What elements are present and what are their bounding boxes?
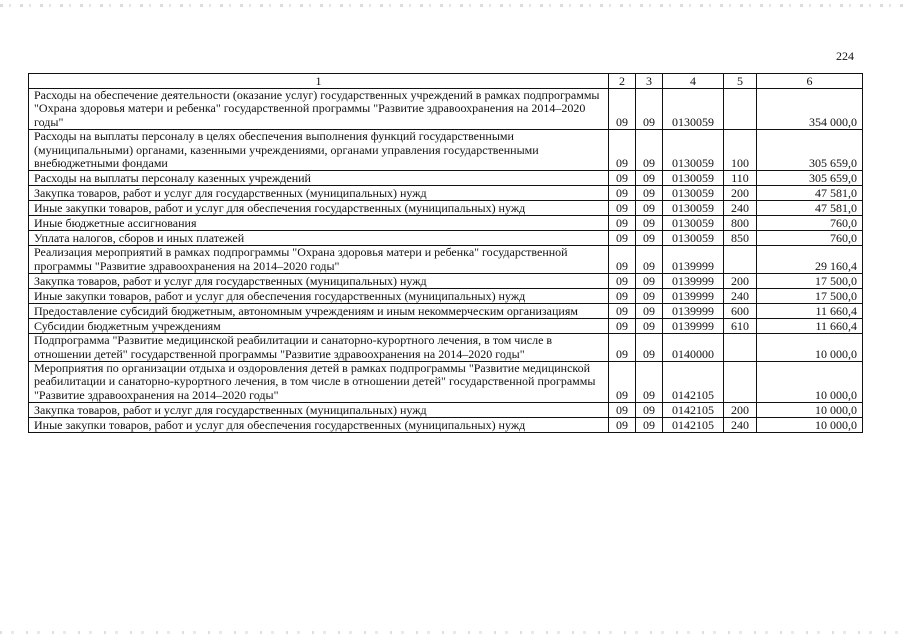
table-row <box>29 334 863 362</box>
row-expense-type-cell: 110 <box>724 171 757 186</box>
row-section-cell: 09 <box>609 201 636 216</box>
table-row <box>29 319 863 334</box>
table-row <box>29 289 863 304</box>
table-row <box>29 418 863 433</box>
row-name-cell: Иные закупки товаров, работ и услуг для обеспечения государственных (муниципальных) нужд <box>29 201 609 216</box>
row-target-article-cell: 0130059 <box>663 201 724 216</box>
table-row <box>29 201 863 216</box>
table-body <box>29 89 863 433</box>
row-subsection-cell: 09 <box>636 231 663 246</box>
row-subsection-cell: 09 <box>636 201 663 216</box>
header-cell: 2 <box>609 74 636 89</box>
row-amount-cell: 10 000,0 <box>757 334 863 362</box>
table-row <box>29 186 863 201</box>
row-section-cell: 09 <box>609 304 636 319</box>
table-row <box>29 304 863 319</box>
row-name-cell: Закупка товаров, работ и услуг для государственных (муниципальных) нужд <box>29 186 609 201</box>
row-subsection-cell: 09 <box>636 89 663 130</box>
table-row <box>29 231 863 246</box>
row-section-cell: 09 <box>609 403 636 418</box>
header-cell: 4 <box>663 74 724 89</box>
row-name-cell: Расходы на выплаты персоналу в целях обеспечения выполнения функций государственными (муниципальными) органами, казенными учреждениями, органами управления государственными внебюджетными фондами <box>29 130 609 171</box>
row-subsection-cell: 09 <box>636 130 663 171</box>
row-subsection-cell: 09 <box>636 334 663 362</box>
table-row <box>29 171 863 186</box>
row-name-cell: Мероприятия по организации отдыха и оздоровления детей в рамках подпрограммы "Развитие медицинской реабилитации и санаторно-курортного лечения, в том числе в отношении детей" государственной программы "Развитие здравоохранения на 2014–2020 годы" <box>29 362 609 403</box>
header-row <box>29 74 863 89</box>
row-amount-cell: 17 500,0 <box>757 274 863 289</box>
row-expense-type-cell: 200 <box>724 403 757 418</box>
row-target-article-cell: 0142105 <box>663 362 724 403</box>
row-subsection-cell: 09 <box>636 403 663 418</box>
table-row <box>29 362 863 403</box>
row-subsection-cell: 09 <box>636 362 663 403</box>
row-target-article-cell: 0139999 <box>663 274 724 289</box>
row-subsection-cell: 09 <box>636 304 663 319</box>
page-number: 224 <box>836 49 854 63</box>
row-amount-cell: 10 000,0 <box>757 403 863 418</box>
row-amount-cell: 354 000,0 <box>757 89 863 130</box>
header-cell: 3 <box>636 74 663 89</box>
row-section-cell: 09 <box>609 216 636 231</box>
row-target-article-cell: 0142105 <box>663 403 724 418</box>
row-name-cell: Реализация мероприятий в рамках подпрограммы "Охрана здоровья матери и ребенка" государственной программы "Развитие здравоохранения на 2014–2020 годы" <box>29 246 609 274</box>
row-expense-type-cell: 610 <box>724 319 757 334</box>
row-subsection-cell: 09 <box>636 186 663 201</box>
row-section-cell: 09 <box>609 130 636 171</box>
row-expense-type-cell: 200 <box>724 274 757 289</box>
table-row <box>29 274 863 289</box>
row-amount-cell: 17 500,0 <box>757 289 863 304</box>
row-subsection-cell: 09 <box>636 246 663 274</box>
row-name-cell: Закупка товаров, работ и услуг для государственных (муниципальных) нужд <box>29 403 609 418</box>
row-name-cell: Расходы на выплаты персоналу казенных учреждений <box>29 171 609 186</box>
table-row <box>29 216 863 231</box>
row-expense-type-cell: 240 <box>724 289 757 304</box>
scan-noise-top <box>0 4 905 7</box>
row-subsection-cell: 09 <box>636 319 663 334</box>
row-subsection-cell: 09 <box>636 171 663 186</box>
row-amount-cell: 47 581,0 <box>757 201 863 216</box>
row-amount-cell: 29 160,4 <box>757 246 863 274</box>
table-row <box>29 246 863 274</box>
row-section-cell: 09 <box>609 274 636 289</box>
row-name-cell: Подпрограмма "Развитие медицинской реабилитации и санаторно-курортного лечения, в том числе в отношении детей" государственной программы "Развитие здравоохранения на 2014–2020 годы" <box>29 334 609 362</box>
row-amount-cell: 305 659,0 <box>757 171 863 186</box>
row-name-cell: Предоставление субсидий бюджетным, автономным учреждениям и иным некоммерческим организациям <box>29 304 609 319</box>
row-expense-type-cell: 800 <box>724 216 757 231</box>
row-amount-cell: 305 659,0 <box>757 130 863 171</box>
row-target-article-cell: 0139999 <box>663 319 724 334</box>
row-amount-cell: 760,0 <box>757 231 863 246</box>
table-row <box>29 89 863 130</box>
row-name-cell: Расходы на обеспечение деятельности (оказание услуг) государственных учреждений в рамках подпрограммы "Охрана здоровья матери и ребенка" государственной программы "Развитие здравоохранения на 2014–2020 годы" <box>29 89 609 130</box>
row-target-article-cell: 0130059 <box>663 186 724 201</box>
row-section-cell: 09 <box>609 171 636 186</box>
table-row <box>29 130 863 171</box>
row-section-cell: 09 <box>609 319 636 334</box>
row-expense-type-cell <box>724 334 757 362</box>
row-section-cell: 09 <box>609 362 636 403</box>
row-expense-type-cell: 200 <box>724 186 757 201</box>
row-target-article-cell: 0142105 <box>663 418 724 433</box>
row-name-cell: Иные закупки товаров, работ и услуг для обеспечения государственных (муниципальных) нужд <box>29 418 609 433</box>
header-cell: 6 <box>757 74 863 89</box>
row-section-cell: 09 <box>609 418 636 433</box>
row-amount-cell: 47 581,0 <box>757 186 863 201</box>
row-expense-type-cell: 240 <box>724 418 757 433</box>
header-cell: 1 <box>29 74 609 89</box>
table-header <box>29 74 863 89</box>
row-target-article-cell: 0130059 <box>663 171 724 186</box>
row-target-article-cell: 0140000 <box>663 334 724 362</box>
row-expense-type-cell <box>724 362 757 403</box>
row-target-article-cell: 0139999 <box>663 246 724 274</box>
row-subsection-cell: 09 <box>636 274 663 289</box>
row-section-cell: 09 <box>609 231 636 246</box>
row-name-cell: Субсидии бюджетным учреждениям <box>29 319 609 334</box>
row-target-article-cell: 0130059 <box>663 89 724 130</box>
row-section-cell: 09 <box>609 246 636 274</box>
row-target-article-cell: 0130059 <box>663 130 724 171</box>
row-section-cell: 09 <box>609 186 636 201</box>
row-amount-cell: 11 660,4 <box>757 319 863 334</box>
row-amount-cell: 11 660,4 <box>757 304 863 319</box>
row-expense-type-cell: 850 <box>724 231 757 246</box>
row-target-article-cell: 0139999 <box>663 289 724 304</box>
row-subsection-cell: 09 <box>636 216 663 231</box>
row-name-cell: Уплата налогов, сборов и иных платежей <box>29 231 609 246</box>
row-expense-type-cell: 600 <box>724 304 757 319</box>
row-expense-type-cell <box>724 246 757 274</box>
row-expense-type-cell <box>724 89 757 130</box>
row-section-cell: 09 <box>609 89 636 130</box>
row-target-article-cell: 0139999 <box>663 304 724 319</box>
row-subsection-cell: 09 <box>636 289 663 304</box>
row-amount-cell: 10 000,0 <box>757 362 863 403</box>
budget-table <box>28 73 863 433</box>
table-row <box>29 403 863 418</box>
row-amount-cell: 10 000,0 <box>757 418 863 433</box>
header-cell: 5 <box>724 74 757 89</box>
row-expense-type-cell: 240 <box>724 201 757 216</box>
scan-noise-bottom <box>0 631 905 634</box>
row-target-article-cell: 0130059 <box>663 216 724 231</box>
row-name-cell: Иные бюджетные ассигнования <box>29 216 609 231</box>
row-section-cell: 09 <box>609 334 636 362</box>
row-name-cell: Закупка товаров, работ и услуг для государственных (муниципальных) нужд <box>29 274 609 289</box>
row-subsection-cell: 09 <box>636 418 663 433</box>
row-target-article-cell: 0130059 <box>663 231 724 246</box>
row-amount-cell: 760,0 <box>757 216 863 231</box>
row-name-cell: Иные закупки товаров, работ и услуг для обеспечения государственных (муниципальных) нужд <box>29 289 609 304</box>
row-expense-type-cell: 100 <box>724 130 757 171</box>
row-section-cell: 09 <box>609 289 636 304</box>
